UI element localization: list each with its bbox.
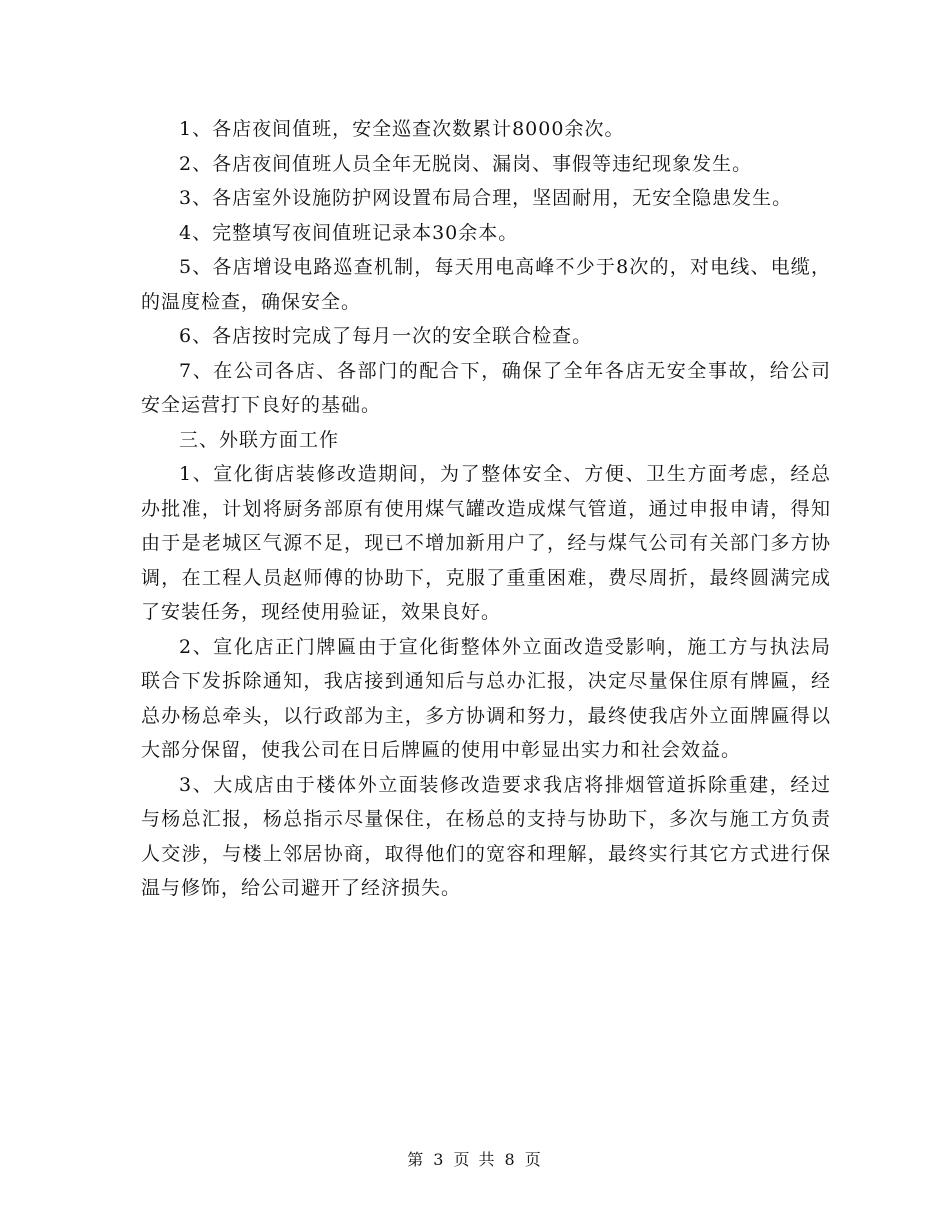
paragraph-item-4: 4、完整填写夜间值班记录本30余本。: [179, 221, 519, 244]
paragraph-item-1: 1、各店夜间值班，安全巡查次数累计8000余次。: [179, 118, 625, 140]
paragraph-item-2: 2、各店夜间值班人员全年无脱岗、漏岗、事假等违纪现象发生。: [179, 152, 753, 175]
footer-page-number: 3: [433, 1150, 446, 1169]
section-paragraph-3: 3、大成店由于楼体外立面装修改造要求我店将排烟管道拆除重建，经过与杨总汇报，杨总指示尽量保住，在杨总的支持与协助下，多次与施工方负责人交涉，与楼上邻居协商，取得他们的宽容和理解，最终实行其它方式进行保温与修饰，给公司避开了经济损失。: [141, 773, 831, 899]
section-paragraph-2: 2、宣化店正门牌匾由于宣化街整体外立面改造受影响，施工方与执法局联合下发拆除通知，我店接到通知后与总办汇报，决定尽量保住原有牌匾，经总办杨总牵头，以行政部为主，多方协调和努力，最终使我店外立面牌匾得以大部分保留，使我公司在日后牌匾的使用中彰显出实力和社会效益。: [141, 635, 831, 761]
paragraph-item-6: 6、各店按时完成了每月一次的安全联合检查。: [179, 325, 593, 347]
section-paragraph-1: 1、宣化街店装修改造期间，为了整体安全、方便、卫生方面考虑，经总办批准，计划将厨务部原有使用煤气罐改造成煤气管道，通过申报申请，得知由于是老城区气源不足，现已不增加新用户了，经与煤气公司有关部门多方协调，在工程人员赵师傅的协助下，克服了重重困难，费尽周折，最终圆满完成了安装任务，现经使用验证，效果良好。: [141, 463, 831, 623]
footer-middle: 页 共: [453, 1150, 497, 1169]
document-body: [141, 112, 831, 906]
footer-prefix: 第: [407, 1150, 426, 1169]
footer-total-pages: 8: [504, 1150, 517, 1169]
page-footer: [0, 1147, 950, 1170]
paragraph-item-7: 7、在公司各店、各部门的配合下，确保了全年各店无安全事故，给公司安全运营打下良好的基础。: [141, 359, 831, 416]
paragraph-item-5: 5、各店增设电路巡查机制，每天用电高峰不少于8次的，对电线、电缆，的温度检查，确保安全。: [141, 256, 831, 313]
footer-suffix: 页: [524, 1150, 543, 1169]
paragraph-item-3: 3、各店室外设施防护网设置布局合理，坚固耐用，无安全隐患发生。: [179, 187, 793, 209]
section-heading: 三、外联方面工作: [179, 428, 340, 451]
